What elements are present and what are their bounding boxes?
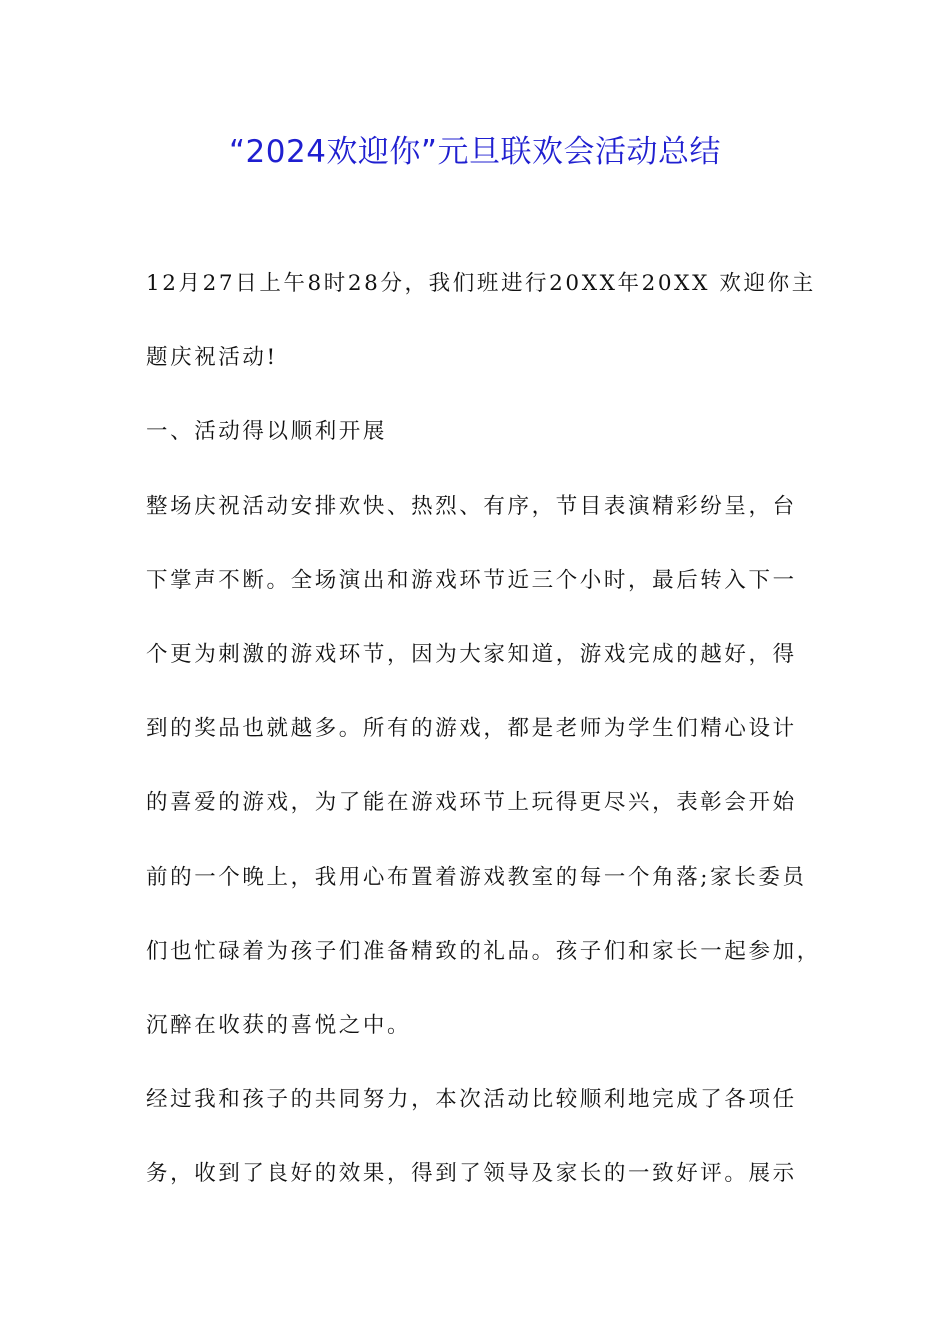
- body-line: 的喜爱的游戏，为了能在游戏环节上玩得更尽兴，表彰会开始: [146, 790, 797, 816]
- body-line: 务，收到了良好的效果，得到了领导及家长的一致好评。展示: [146, 1161, 797, 1187]
- body-line: 们也忙碌着为孩子们准备精致的礼品。孩子们和家长一起参加，: [146, 938, 821, 964]
- body-line: 到的奖品也就越多。所有的游戏，都是老师为学生们精心设计: [146, 716, 797, 742]
- body-line-intro-2: 题庆祝活动!: [146, 345, 278, 371]
- body-line: 经过我和孩子的共同努力，本次活动比较顺利地完成了各项任: [146, 1087, 797, 1113]
- body-line-intro-1: 12月27日上午8时28分，我们班进行20XX年20XX 欢迎你主: [146, 271, 816, 296]
- document-body: [146, 262, 836, 1226]
- body-line: 个更为刺激的游戏环节，因为大家知道，游戏完成的越好，得: [146, 641, 797, 667]
- body-line: 前的一个晚上，我用心布置着游戏教室的每一个角落;家长委员: [146, 864, 807, 890]
- body-line: 整场庆祝活动安排欢快、热烈、有序，节目表演精彩纷呈，台: [146, 493, 797, 519]
- document-title: “2024欢迎你”元旦联欢会活动总结: [228, 134, 721, 170]
- section-heading-1: 一、活动得以顺利开展: [146, 419, 388, 445]
- body-line: 沉醉在收获的喜悦之中。: [146, 1012, 412, 1038]
- body-line: 下掌声不断。全场演出和游戏环节近三个小时，最后转入下一: [146, 567, 797, 593]
